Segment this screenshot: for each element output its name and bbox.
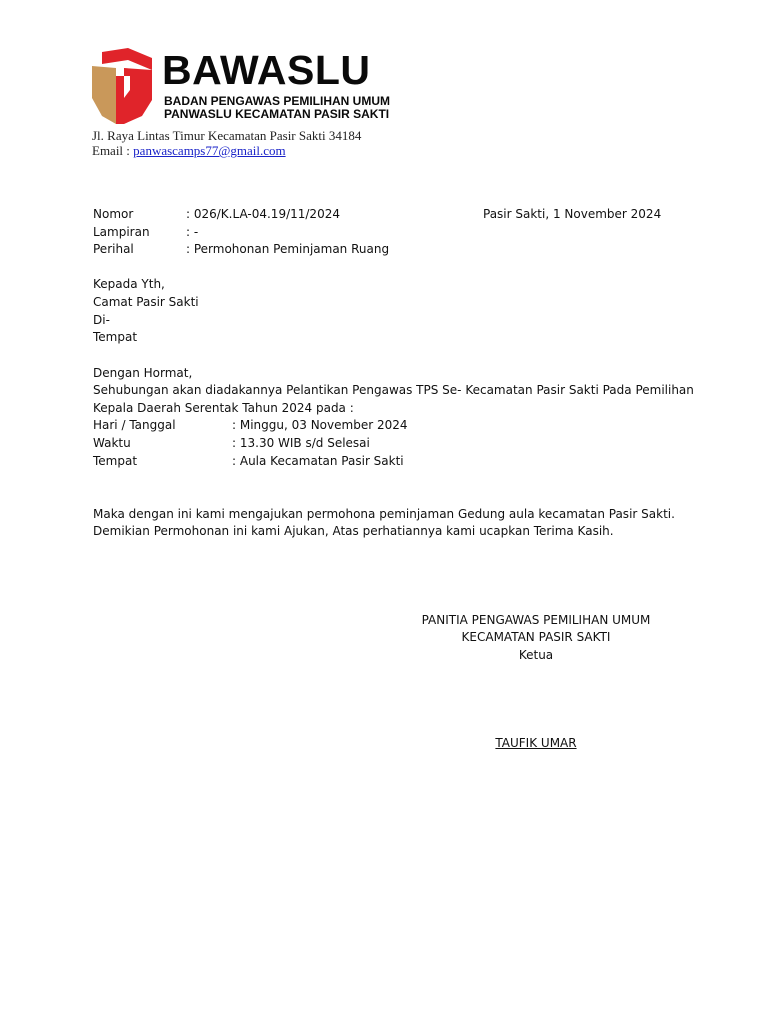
nomor-label: Nomor [93,207,134,221]
email-label: Email : [92,143,134,158]
greeting: Dengan Hormat, [93,366,193,380]
hari-label: Hari / Tanggal [93,418,176,432]
nomor-value: : 026/K.LA-04.19/11/2024 [186,207,340,221]
signatory-name-text: TAUFIK UMAR [495,736,577,750]
bawaslu-logo-icon [88,46,156,126]
waktu-value: : 13.30 WIB s/d Selesai [232,436,370,450]
signature-position: Ketua [518,647,554,662]
perihal-label: Perihal [93,242,134,256]
org-unit-line: PANWASLU KECAMATAN PASIR SAKTI [164,107,390,121]
lampiran-value: : - [186,224,199,239]
closing-line-2: Demikian Permohonan ini kami Ajukan, Atas perhatiannya kami ucapkan Terima Kasih. [93,524,614,538]
recipient-tempat: Tempat [93,330,138,344]
email-link[interactable]: panwascamps77@gmail.com [133,143,286,158]
signature-org-line-2: KECAMATAN PASIR SAKTI [461,630,611,644]
org-address: Jl. Raya Lintas Timur Kecamatan Pasir Sakti 34184 [92,128,362,143]
waktu-label: Waktu [93,436,131,450]
perihal-value: : Permohonan Peminjaman Ruang [186,242,390,256]
tempat-value: : Aula Kecamatan Pasir Sakti [232,453,404,468]
org-email-row [92,143,286,158]
letterhead [82,42,391,162]
signatory-name [410,735,662,753]
closing-line-1: Maka dengan ini kami mengajukan permohona peminjaman Gedung aula kecamatan Pasir Sakti. [93,506,675,521]
recipient-name: Camat Pasir Sakti [93,295,199,309]
recipient-salutation: Kepada Yth, [93,277,165,291]
org-fullname-line: BADAN PENGAWAS PEMILIHAN UMUM [164,94,391,108]
hari-value: : Minggu, 03 November 2024 [232,418,408,432]
place-date: Pasir Sakti, 1 November 2024 [483,207,662,221]
recipient-di: Di- [93,312,110,327]
lampiran-label: Lampiran [93,224,150,239]
tempat-label: Tempat [93,453,138,468]
org-name: BAWASLU [162,47,371,93]
intro-line-2: Kepala Daerah Serentak Tahun 2024 pada : [93,400,354,415]
signature-org-line-1: PANITIA PENGAWAS PEMILIHAN UMUM [421,612,651,627]
intro-line-1: Sehubungan akan diadakannya Pelantikan Pengawas TPS Se- Kecamatan Pasir Sakti Pada Pemilihan [93,383,694,397]
